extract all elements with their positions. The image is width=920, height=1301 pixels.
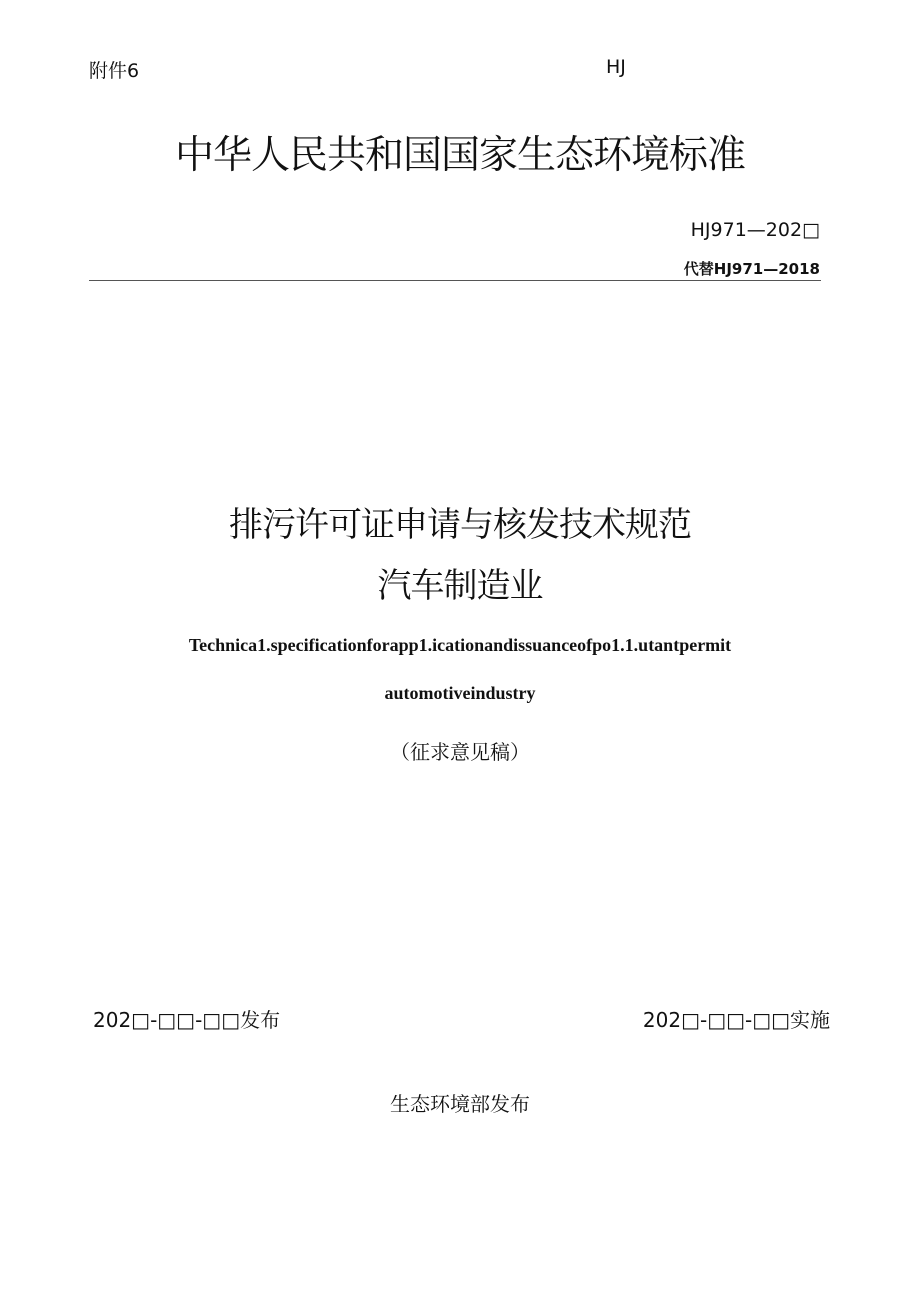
issue-date: 202□-□□-□□发布: [93, 1008, 281, 1032]
document-title: 排污许可证申请与核发技术规范: [229, 505, 691, 545]
english-title-line-1: Technica1.specificationforapp1.icationandissuanceofpo1.1.utantpermit: [188, 635, 732, 655]
english-title-line-2: automotiveindustry: [384, 683, 536, 703]
standard-number: HJ971—202□: [690, 219, 820, 241]
effective-date: 202□-□□-□□实施: [642, 1008, 830, 1032]
standard-mark: HJ: [606, 56, 626, 78]
publisher: 生态环境部发布: [390, 1092, 530, 1116]
draft-note: （征求意见稿）: [390, 740, 530, 764]
attachment-label: 附件6: [89, 60, 140, 82]
national-standard-title: 中华人民共和国国家生态环境标准: [174, 133, 745, 178]
header-divider: [89, 280, 821, 281]
replaces-standard: 代替HJ971—2018: [683, 260, 820, 278]
document-subtitle: 汽车制造业: [377, 566, 543, 606]
